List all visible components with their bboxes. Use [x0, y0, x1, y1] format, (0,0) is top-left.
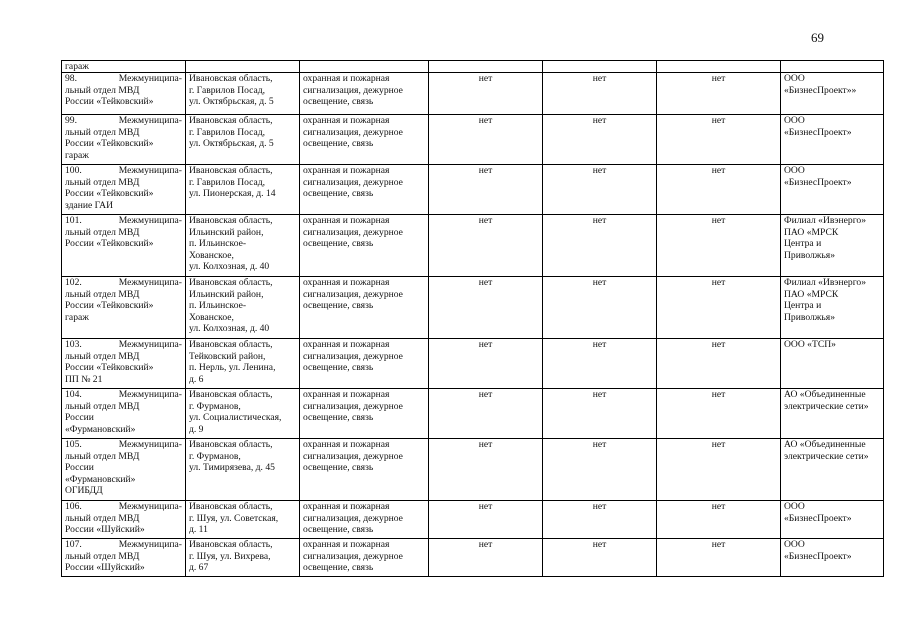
cell-object	[62, 339, 186, 389]
cell-col4	[429, 61, 543, 73]
cell-object-line: России «Тейковский»	[65, 362, 154, 374]
cell-address	[186, 165, 300, 215]
cell-col5: нет	[543, 215, 657, 277]
cell-provider	[781, 439, 884, 501]
cell-object-line: «Фурмановский»	[65, 473, 136, 485]
cell-address-line: Хованское,	[189, 311, 234, 323]
table-row	[62, 439, 884, 501]
cell-col6: нет	[657, 215, 781, 277]
cell-object-line: России «Тейковский»	[65, 138, 154, 150]
cell-systems	[300, 165, 429, 215]
cell-object-line: 107. Межмуниципа-	[65, 539, 182, 551]
cell-col4: нет	[429, 115, 543, 165]
cell-provider-line: ООО	[784, 539, 805, 551]
cell-provider	[781, 501, 884, 539]
cell-object-line: льный отдел МВД	[65, 84, 140, 96]
cell-col6: нет	[657, 389, 781, 439]
cell-object-line: льный отдел МВД	[65, 450, 140, 462]
cell-systems-line: сигнализация, дежурное	[303, 350, 403, 362]
cell-address-line: ул. Колхозная, д. 40	[189, 323, 270, 335]
cell-provider-line: Центра и	[784, 300, 822, 312]
cell-col6	[657, 61, 781, 73]
cell-col4: нет	[429, 389, 543, 439]
cell-systems-line: освещение, связь	[303, 562, 374, 574]
cell-systems	[300, 339, 429, 389]
cell-object-line: 106. Межмуниципа-	[65, 501, 182, 513]
cell-provider-line: «БизнесПроект»	[784, 512, 852, 524]
cell-systems-line: освещение, связь	[303, 412, 374, 424]
cell-object-line: России	[65, 462, 94, 474]
cell-provider-line: ООО	[784, 73, 805, 85]
cell-object-line: 102. Межмуниципа-	[65, 277, 182, 289]
cell-address-line: г. Фурманов,	[189, 400, 241, 412]
cell-object-line: ПП № 21	[65, 373, 103, 385]
cell-address-line: г. Шуя, ул. Вихрева,	[189, 550, 271, 562]
cell-object-line: льный отдел МВД	[65, 550, 140, 562]
cell-systems-line: сигнализация, дежурное	[303, 176, 403, 188]
cell-col4: нет	[429, 165, 543, 215]
cell-systems-line: охранная и пожарная	[303, 73, 390, 85]
cell-col4: нет	[429, 215, 543, 277]
cell-systems	[300, 115, 429, 165]
cell-systems-line: сигнализация, дежурное	[303, 226, 403, 238]
cell-provider	[781, 389, 884, 439]
cell-provider	[781, 61, 884, 73]
cell-provider-line: Филиал «Ивэнерго»	[784, 215, 867, 227]
cell-systems	[300, 215, 429, 277]
cell-provider	[781, 73, 884, 115]
cell-systems	[300, 539, 429, 577]
page-number: 69	[811, 30, 824, 45]
cell-object-line: 99. Межмуниципа-	[65, 115, 182, 127]
cell-object	[62, 73, 186, 115]
cell-object-line: России «Тейковский»	[65, 238, 154, 250]
cell-systems-line: освещение, связь	[303, 138, 374, 150]
cell-address-line: Ивановская область,	[189, 115, 273, 127]
cell-col5: нет	[543, 539, 657, 577]
cell-provider	[781, 115, 884, 165]
cell-systems-line: сигнализация, дежурное	[303, 512, 403, 524]
cell-address-line: Ивановская область,	[189, 439, 273, 451]
table-row	[62, 339, 884, 389]
cell-object-line: России	[65, 412, 94, 424]
cell-col4: нет	[429, 73, 543, 115]
cell-object	[62, 539, 186, 577]
cell-provider-line: АО «Объединенные	[784, 439, 866, 451]
cell-address-line: д. 67	[189, 562, 209, 574]
cell-systems-line: охранная и пожарная	[303, 215, 390, 227]
cell-address	[186, 339, 300, 389]
table-row	[62, 539, 884, 577]
cell-object-line: 103. Межмуниципа-	[65, 339, 182, 351]
cell-address-line: Ивановская область,	[189, 539, 273, 551]
cell-address-line: ул. Колхозная, д. 40	[189, 261, 270, 273]
cell-provider-line: электрические сети»	[784, 400, 869, 412]
cell-systems-line: сигнализация, дежурное	[303, 400, 403, 412]
cell-object-line: «Фурмановский»	[65, 423, 136, 435]
cell-provider	[781, 277, 884, 339]
cell-address-line: Ивановская область,	[189, 277, 273, 289]
cell-systems-line: охранная и пожарная	[303, 165, 390, 177]
cell-object-line: 104. Межмуниципа-	[65, 389, 182, 401]
cell-col5: нет	[543, 165, 657, 215]
cell-col5: нет	[543, 389, 657, 439]
cell-object	[62, 215, 186, 277]
cell-provider-line: ООО	[784, 115, 805, 127]
cell-col6: нет	[657, 539, 781, 577]
cell-address-line: Ивановская область,	[189, 165, 273, 177]
cell-object-line: 101. Межмуниципа-	[65, 215, 182, 227]
cell-object	[62, 501, 186, 539]
table-row-continuation	[62, 61, 884, 73]
cell-col4: нет	[429, 501, 543, 539]
cell-object	[62, 439, 186, 501]
cell-systems-line: освещение, связь	[303, 462, 374, 474]
cell-provider	[781, 539, 884, 577]
table-row	[62, 165, 884, 215]
cell-object-line: льный отдел МВД	[65, 126, 140, 138]
cell-address-line: Ивановская область,	[189, 339, 273, 351]
cell-address	[186, 539, 300, 577]
cell-address-line: Ильинский район,	[189, 226, 264, 238]
cell-object-line: льный отдел МВД	[65, 400, 140, 412]
cell-systems-line: сигнализация, дежурное	[303, 288, 403, 300]
cell-address-line: г. Фурманов,	[189, 450, 241, 462]
cell-systems-line: сигнализация, дежурное	[303, 84, 403, 96]
cell-object-line: 98. Межмуниципа-	[65, 73, 182, 85]
cell-provider-line: ООО	[784, 165, 805, 177]
cell-address-line: г. Гаврилов Посад,	[189, 126, 266, 138]
cell-col4: нет	[429, 277, 543, 339]
cell-object-line: России «Тейковский»	[65, 300, 154, 312]
cell-address	[186, 115, 300, 165]
cell-object-line: гараж	[65, 149, 89, 161]
cell-address-line: ул. Пионерская, д. 14	[189, 188, 276, 200]
cell-provider	[781, 215, 884, 277]
cell-provider-line: ПАО «МРСК	[784, 288, 839, 300]
cell-systems-line: освещение, связь	[303, 300, 374, 312]
cell-provider-line: «БизнесПроект»	[784, 176, 852, 188]
cell-col6: нет	[657, 339, 781, 389]
cell-systems-line: освещение, связь	[303, 188, 374, 200]
cell-provider-line: ПАО «МРСК	[784, 226, 839, 238]
cell-col6: нет	[657, 277, 781, 339]
cell-address	[186, 277, 300, 339]
cell-provider-line: Центра и	[784, 238, 822, 250]
cell-address-line: п. Ильинское-	[189, 238, 247, 250]
cell-systems	[300, 439, 429, 501]
cell-provider-line: электрические сети»	[784, 450, 869, 462]
cell-address-line: Ивановская область,	[189, 73, 273, 85]
cell-address-line: п. Ильинское-	[189, 300, 247, 312]
cell-col4: нет	[429, 539, 543, 577]
cell-object-line: льный отдел МВД	[65, 176, 140, 188]
cell-address-line: ул. Октябрьская, д. 5	[189, 138, 274, 150]
cell-address	[186, 73, 300, 115]
cell-systems	[300, 501, 429, 539]
cell-provider	[781, 339, 884, 389]
cell-col5: нет	[543, 501, 657, 539]
cell-address-line: Ильинский район,	[189, 288, 264, 300]
cell-provider-line: Приволжья»	[784, 249, 835, 261]
cell-address-line: ул. Октябрьская, д. 5	[189, 96, 274, 108]
cell-address-line: г. Гаврилов Посад,	[189, 176, 266, 188]
cell-systems-line: сигнализация, дежурное	[303, 450, 403, 462]
table-row	[62, 277, 884, 339]
table-row	[62, 73, 884, 115]
cell-systems-line: освещение, связь	[303, 238, 374, 250]
cell-address-line: Ивановская область,	[189, 215, 273, 227]
cell-col5: нет	[543, 115, 657, 165]
cell-col6: нет	[657, 115, 781, 165]
cell-object-line: здание ГАИ	[65, 199, 114, 211]
facilities-table	[61, 60, 884, 577]
cell-object	[62, 389, 186, 439]
cell-systems-line: сигнализация, дежурное	[303, 126, 403, 138]
cell-systems-line: охранная и пожарная	[303, 539, 390, 551]
cell-object	[62, 277, 186, 339]
cell-address-line: Ивановская область,	[189, 389, 273, 401]
cell-object-line: льный отдел МВД	[65, 512, 140, 524]
table-row	[62, 115, 884, 165]
cell-provider	[781, 165, 884, 215]
cell-object-line: льный отдел МВД	[65, 288, 140, 300]
cell-object: гараж	[62, 61, 186, 73]
cell-systems-line: охранная и пожарная	[303, 339, 390, 351]
cell-object	[62, 165, 186, 215]
cell-address-line: Хованское,	[189, 249, 234, 261]
cell-address-line: п. Нерль, ул. Ленина,	[189, 362, 276, 374]
cell-address-line: ул. Социалистическая,	[189, 412, 282, 424]
cell-provider-line: ООО	[784, 501, 805, 513]
cell-col5: нет	[543, 439, 657, 501]
cell-provider-line: «БизнесПроект»»	[784, 84, 857, 96]
cell-provider-line: Приволжья»	[784, 311, 835, 323]
cell-address-line: ул. Тимирязева, д. 45	[189, 462, 275, 474]
cell-object-line: России «Шуйский»	[65, 562, 145, 574]
cell-address-line: г. Гаврилов Посад,	[189, 84, 266, 96]
cell-col5	[543, 61, 657, 73]
cell-address	[186, 389, 300, 439]
cell-object-line: России «Шуйский»	[65, 524, 145, 536]
cell-col5: нет	[543, 339, 657, 389]
table-row	[62, 501, 884, 539]
cell-address-line: д. 11	[189, 524, 208, 536]
cell-address	[186, 61, 300, 73]
cell-object-line: России «Тейковский»	[65, 188, 154, 200]
cell-col6: нет	[657, 501, 781, 539]
cell-object-line: гараж	[65, 311, 89, 323]
cell-col4: нет	[429, 439, 543, 501]
cell-systems-line: освещение, связь	[303, 96, 374, 108]
cell-address	[186, 439, 300, 501]
cell-col6: нет	[657, 73, 781, 115]
cell-object	[62, 115, 186, 165]
cell-address-line: д. 9	[189, 423, 204, 435]
cell-systems-line: охранная и пожарная	[303, 389, 390, 401]
cell-systems-line: освещение, связь	[303, 524, 374, 536]
cell-systems	[300, 389, 429, 439]
cell-provider-line: ООО «ТСП»	[784, 339, 836, 351]
cell-object-line: 100. Межмуниципа-	[65, 165, 182, 177]
cell-systems-line: охранная и пожарная	[303, 115, 390, 127]
cell-provider-line: «БизнесПроект»	[784, 126, 852, 138]
cell-col6: нет	[657, 439, 781, 501]
cell-provider-line: АО «Объединенные	[784, 389, 866, 401]
cell-address-line: Ивановская область,	[189, 501, 273, 513]
cell-systems	[300, 61, 429, 73]
cell-systems	[300, 73, 429, 115]
cell-provider-line: «БизнесПроект»	[784, 550, 852, 562]
cell-col4: нет	[429, 339, 543, 389]
cell-address-line: г. Шуя, ул. Советская,	[189, 512, 279, 524]
cell-systems-line: охранная и пожарная	[303, 277, 390, 289]
cell-object-line: ОГИБДД	[65, 485, 103, 497]
cell-provider-line: Филиал «Ивэнерго»	[784, 277, 867, 289]
cell-object-line: льный отдел МВД	[65, 350, 140, 362]
cell-object-line: льный отдел МВД	[65, 226, 140, 238]
table-row	[62, 389, 884, 439]
cell-object-line: 105. Межмуниципа-	[65, 439, 182, 451]
cell-address-line: Тейковский район,	[189, 350, 266, 362]
table-row	[62, 215, 884, 277]
cell-address-line: д. 6	[189, 373, 204, 385]
cell-address	[186, 215, 300, 277]
cell-systems-line: освещение, связь	[303, 362, 374, 374]
cell-systems-line: охранная и пожарная	[303, 501, 390, 513]
cell-object-line: России «Тейковский»	[65, 96, 154, 108]
cell-systems	[300, 277, 429, 339]
cell-col5: нет	[543, 73, 657, 115]
cell-address	[186, 501, 300, 539]
cell-systems-line: сигнализация, дежурное	[303, 550, 403, 562]
cell-col5: нет	[543, 277, 657, 339]
cell-col6: нет	[657, 165, 781, 215]
cell-systems-line: охранная и пожарная	[303, 439, 390, 451]
